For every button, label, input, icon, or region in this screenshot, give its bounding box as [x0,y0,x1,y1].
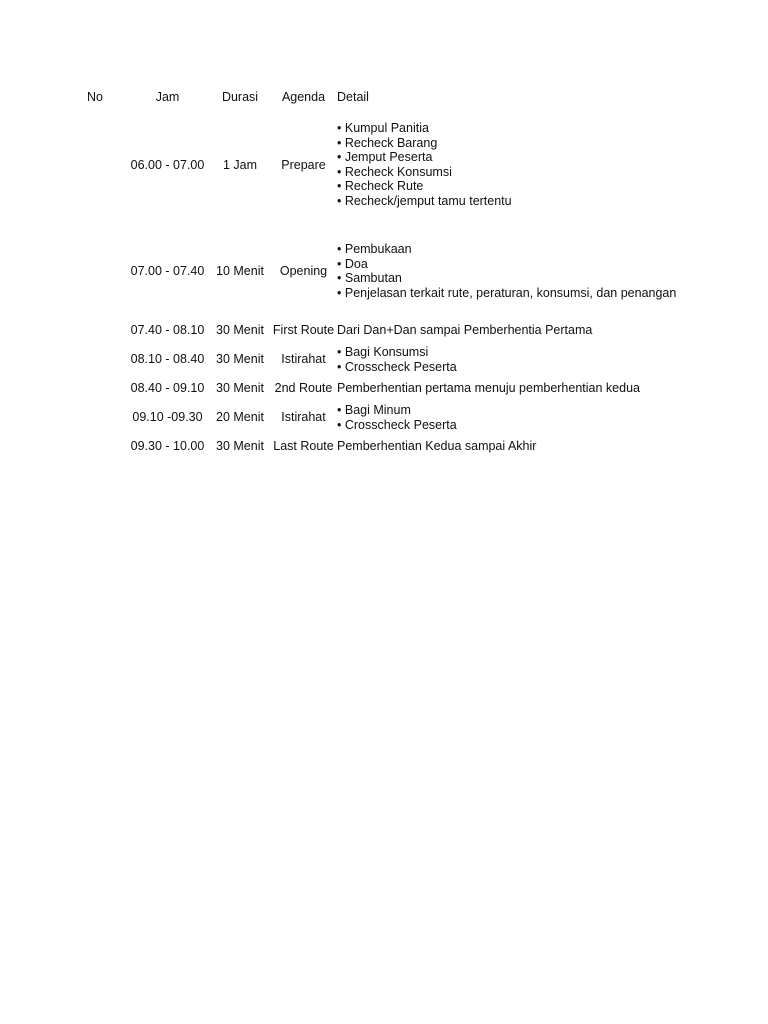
row-jam: 09.30 - 10.00 [130,439,205,453]
row-durasi: 10 Menit [216,264,264,278]
row-agenda: Istirahat [281,410,326,424]
row-jam: 08.40 - 09.10 [130,381,205,395]
row-agenda: Prepare [281,158,326,172]
row-agenda: Istirahat [281,352,326,366]
header-agenda: Agenda [281,90,326,104]
row-detail: Pemberhentian Kedua sampai Akhir [337,439,537,453]
row-agenda: First Route [272,323,335,337]
detail-item: • Recheck Konsumsi [337,165,757,180]
detail-item: • Sambutan [337,271,757,286]
row-detail-list [337,242,757,300]
detail-item: • Crosscheck Peserta [337,418,757,433]
row-detail-list [337,121,757,208]
row-durasi: 1 Jam [222,158,258,172]
header-detail: Detail [337,90,369,104]
header-no: No [87,90,103,104]
row-jam: 09.10 -09.30 [132,410,203,424]
row-durasi: 30 Menit [216,352,264,366]
detail-item: • Pembukaan [337,242,757,257]
row-agenda: Last Route [273,439,334,453]
row-jam: 07.40 - 08.10 [130,323,205,337]
detail-item: • Jemput Peserta [337,150,757,165]
detail-item: • Recheck Rute [337,179,757,194]
detail-item: • Kumpul Panitia [337,121,757,136]
detail-item: • Bagi Konsumsi [337,345,757,360]
detail-item: • Recheck Barang [337,136,757,151]
detail-item: • Bagi Minum [337,403,757,418]
detail-item: • Penjelasan terkait rute, peraturan, konsumsi, dan penangan [337,286,757,301]
row-jam: 06.00 - 07.00 [130,158,205,172]
row-jam: 07.00 - 07.40 [130,264,205,278]
header-jam: Jam [155,90,180,104]
row-agenda: 2nd Route [274,381,333,395]
row-durasi: 30 Menit [216,381,264,395]
detail-item: • Crosscheck Peserta [337,360,757,375]
row-agenda: Opening [279,264,328,278]
row-detail: Pemberhentian pertama menuju pemberhentian kedua [337,381,640,395]
row-jam: 08.10 - 08.40 [130,352,205,366]
detail-item: • Recheck/jemput tamu tertentu [337,194,757,209]
row-detail: Dari Dan+Dan sampai Pemberhentia Pertama [337,323,593,337]
row-durasi: 30 Menit [216,439,264,453]
row-durasi: 30 Menit [216,323,264,337]
row-durasi: 20 Menit [216,410,264,424]
detail-item: • Doa [337,257,757,272]
row-detail-list [337,403,757,432]
header-durasi: Durasi [221,90,259,104]
row-detail-list [337,345,757,374]
